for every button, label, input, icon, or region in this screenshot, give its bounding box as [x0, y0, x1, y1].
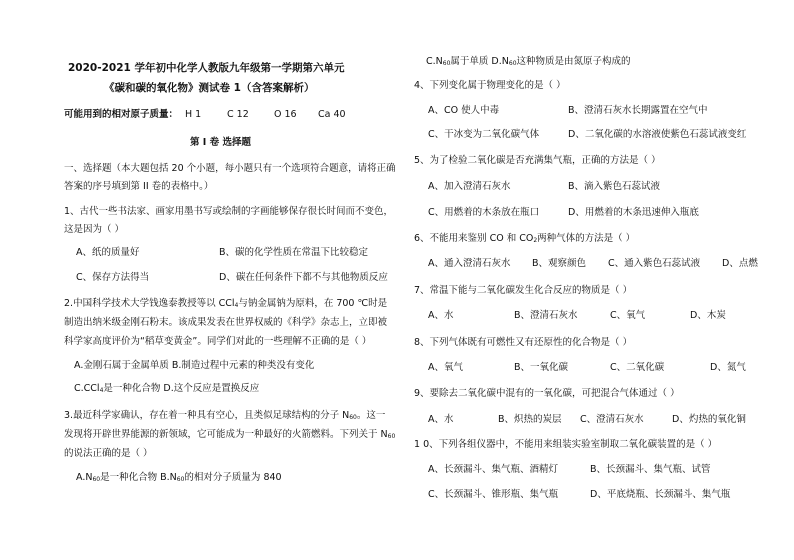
atomic-mass-h: H 1	[185, 109, 202, 120]
atomic-mass-label: 可能用到的相对原子质量：	[64, 109, 179, 120]
q10-option-b: B、长颈漏斗、集气瓶、试管	[590, 464, 711, 475]
q2-options-ab: A.金刚石属于金属单质 B.制造过程中元素的种类没有变化	[74, 360, 315, 371]
q4-option-c: C、干冰变为二氧化碳气体	[428, 129, 540, 140]
q10-option-d: D、平底烧瓶、长颈漏斗、集气瓶	[590, 489, 731, 500]
q1-option-c: C、保存方法得当	[76, 272, 150, 283]
q9-stem: 9、要除去二氧化碳中混有的一氧化碳，可把混合气体通过（ ）	[414, 388, 680, 399]
q3-ab-text-c: 的相对分子质量为 840	[184, 472, 282, 483]
q3-cd-sub-2: 60	[508, 60, 517, 67]
q3-text-b: 。这一	[356, 410, 386, 421]
q3-options-cd	[426, 55, 631, 71]
q5-stem: 5、为了检验二氧化碳是否充满集气瓶，正确的方法是（ ）	[414, 155, 661, 166]
q9-option-c: C、澄清石灰水	[580, 414, 644, 425]
q7-option-c: C、氧气	[610, 310, 646, 321]
atomic-mass-c: C 12	[227, 109, 249, 120]
q10-stem: 1 0、下列各组仪器中，不能用来组装实验室制取二氧化碳装置的是（ ）	[414, 439, 718, 450]
q7-option-d: D、木炭	[690, 310, 726, 321]
q6-option-b: B、观察颜色	[532, 258, 587, 269]
q1-stem-line-2: 这是因为（ ）	[64, 224, 125, 235]
q1-option-d: D、碳在任何条件下都不与其他物质反应	[219, 272, 388, 283]
q3-ab-sub-1: 60	[92, 476, 101, 483]
q4-option-d: D、二氧化碳的水溶液使紫色石蕊试液变红	[568, 129, 747, 140]
q1-option-b: B、碳的化学性质在常温下比较稳定	[219, 247, 369, 258]
exam-title-line-1: 2020-2021 学年初中化学人教版九年级第一学期第六单元	[68, 62, 345, 74]
q6-text-b: 两种气体的方法是（ ）	[537, 233, 636, 244]
q4-option-b: B、澄清石灰水长期露置在空气中	[568, 105, 708, 116]
q2-stem-line-1	[64, 297, 387, 313]
q9-option-b: B、炽热的炭层	[498, 414, 562, 425]
q3-ab-sub-2: 60	[176, 476, 185, 483]
q2-subscript: 4	[234, 302, 239, 309]
q8-option-b: B、一氧化碳	[514, 362, 569, 373]
q4-option-a: A、CO 使人中毒	[428, 105, 500, 116]
q2-cd-text-b: 是一种化合物 D.这个反应是置换反应	[103, 383, 260, 394]
q2-text-b: 与钠金属钠为原料，在 700 ℃时是	[238, 298, 388, 309]
q3-cd-sub-1: 60	[442, 60, 451, 67]
q4-stem: 4、下列变化属于物理变化的是（ ）	[414, 80, 566, 91]
q6-text-a: 6、不能用来鉴别 CO 和 CO	[414, 233, 534, 244]
q8-option-a: A、氧气	[428, 362, 463, 373]
q5-option-b: B、滴入紫色石蕊试液	[568, 181, 661, 192]
q3-stem-line-3: 的说法正确的是（ ）	[64, 448, 153, 459]
q8-option-d: D、氮气	[710, 362, 746, 373]
q1-stem-line-1: 1、古代一些书法家、画家用墨书写或绘制的字画能够保存很长时间而不变色，	[64, 206, 394, 217]
q3-ab-text-a: A.N	[76, 472, 93, 483]
q9-option-d: D、灼热的氧化铜	[672, 414, 746, 425]
q2-cd-text-a: C.CCl	[74, 383, 100, 394]
exam-title-line-2: 《碳和碳的氧化物》测试卷 1（含答案解析）	[104, 82, 315, 94]
q2-options-cd	[74, 382, 259, 398]
q7-stem: 7、常温下能与二氧化碳发生化合反应的物质是（ ）	[414, 285, 633, 296]
q1-option-a: A、纸的质量好	[76, 247, 140, 258]
q3-subscript-2: 60	[387, 433, 396, 440]
q3-subscript-1: 60	[349, 414, 357, 421]
section-heading: 第 I 卷 选择题	[190, 137, 251, 148]
atomic-mass-ca: Ca 40	[318, 109, 346, 120]
q6-subscript: 2	[533, 237, 538, 244]
right-column	[414, 0, 774, 560]
q7-option-a: A、水	[428, 310, 454, 321]
atomic-mass-row	[64, 108, 178, 122]
q2-stem-line-3: 科学家高度评价为“稻草变黄金”。同学们对此的一些理解不正确的是（ ）	[64, 336, 372, 347]
q3-options-ab	[76, 471, 282, 487]
q3-cd-text-a: C.N	[426, 56, 443, 67]
q6-option-d: D、点燃	[722, 258, 758, 269]
q8-option-c: C、二氧化碳	[610, 362, 665, 373]
atomic-mass-o: O 16	[274, 109, 297, 120]
left-column	[64, 0, 424, 560]
q3-stem-line-2	[64, 428, 395, 444]
q5-option-c: C、用燃着的木条放在瓶口	[428, 207, 540, 218]
q3-text-a: 3.最近科学家确认，存在着一种具有空心，且类似足球结构的分子 N	[64, 410, 350, 421]
q2-text-a: 2.中国科学技术大学钱逸泰教授等以 CCl	[64, 298, 235, 309]
q6-option-c: C、通入紫色石蕊试液	[608, 258, 701, 269]
q6-stem	[414, 232, 635, 248]
q5-option-a: A、加入澄清石灰水	[428, 181, 511, 192]
q3-cd-text-c: 这种物质是由氮原子构成的	[516, 56, 631, 67]
q5-option-d: D、用燃着的木条迅速伸入瓶底	[568, 207, 699, 218]
q8-stem: 8、下列气体既有可燃性又有还原性的化合物是（ ）	[414, 337, 633, 348]
q9-option-a: A、水	[428, 414, 454, 425]
q3-cd-text-b: 属于单质 D.N	[450, 56, 509, 67]
instructions-line-1: 一、选择题（本大题包括 20 个小题，每小题只有一个选项符合题意，请将正确	[64, 163, 396, 174]
q7-option-b: B、澄清石灰水	[514, 310, 578, 321]
q10-option-a: A、长颈漏斗、集气瓶、酒精灯	[428, 464, 558, 475]
q3-ab-text-b: 是一种化合物 B.N	[100, 472, 177, 483]
instructions-line-2: 答案的序号填到第 II 卷的表格中。）	[64, 181, 214, 192]
q10-option-c: C、长颈漏斗、锥形瓶、集气瓶	[428, 489, 559, 500]
q3-stem-line-1	[64, 409, 385, 425]
q6-option-a: A、通入澄清石灰水	[428, 258, 511, 269]
q3-text-c: 发现将开辟世界能源的新领域，它可能成为一种最好的火箭燃料。下列关于 N	[64, 429, 388, 440]
q2-stem-line-2: 制造出纳米级金刚石粉末。该成果发表在世界权威的《科学》杂志上，立即被	[64, 317, 388, 328]
q2-cd-subscript: 4	[99, 387, 104, 394]
